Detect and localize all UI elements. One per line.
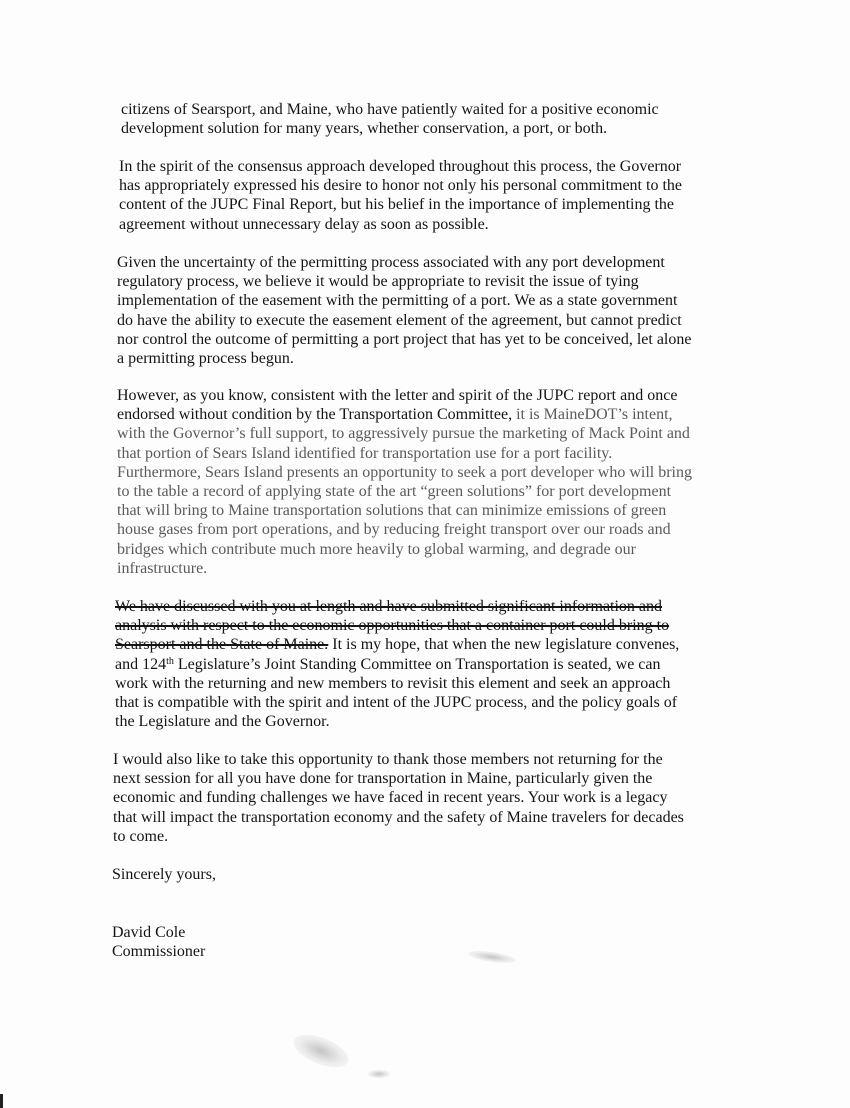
closing: [112, 865, 216, 884]
text-line: development solution for many years, whether conservation, a port, or both.: [121, 120, 608, 138]
text-line: agreement without unnecessary delay as soon as possible.: [119, 215, 489, 233]
paragraph-6: [113, 750, 684, 846]
paragraph-4: [117, 386, 692, 578]
text-line: nor control the outcome of permitting a port project that has yet to be conceived, let alone: [117, 330, 692, 348]
text-line: However, as you know, consistent with the letter and spirit of the JUPC report and once: [117, 387, 678, 404]
faded-text-line: house gases from port operations, and by reducing freight transport over our roads and: [117, 521, 671, 539]
paragraph-5: [115, 597, 679, 731]
text-line: to come.: [113, 827, 169, 845]
signer-title: Commissioner: [112, 943, 206, 961]
text-segment: Legislature’s Joint Standing Committee on Transportation is seated, we can: [173, 655, 661, 673]
faded-text-line: Furthermore, Sears Island presents an opportunity to seek a port developer who will bring: [117, 463, 692, 481]
text-line: implementation of the easement with the permitting of a port. We as a state government: [117, 292, 678, 310]
text-line: work with the returning and new members to revisit this element and seek an approach: [115, 674, 671, 692]
closing-text: Sincerely yours,: [112, 866, 216, 883]
faded-text-line: bridges which contribute much more heavily to global warming, and degrade our: [117, 540, 636, 558]
text-segment: It is my hope, that when the new legislature convenes,: [328, 636, 680, 654]
text-line: that is compatible with the spirit and intent of the JUPC process, and the policy goals of: [115, 694, 678, 712]
text-line: has appropriately expressed his desire to honor not only his personal commitment to the: [119, 177, 682, 195]
faded-text-line: to the table a record of applying state of the art “green solutions” for port development: [117, 483, 672, 501]
text-segment: and 124: [115, 655, 167, 673]
text-line: do have the ability to execute the easement element of the agreement, but cannot predict: [117, 311, 682, 329]
faded-text-line: infrastructure.: [117, 559, 208, 577]
faded-text-line: that will bring to Maine transportation solutions that can minimize emissions of green: [117, 502, 667, 520]
signature-block: [112, 923, 205, 961]
text-line: [115, 635, 679, 654]
text-line: economic and funding challenges we have faced in recent years. Your work is a legacy: [113, 789, 668, 807]
scan-edge-mark: [0, 1094, 3, 1108]
faded-text-line: that portion of Sears Island identified for transportation use for a port facility.: [117, 444, 613, 462]
scan-smudge: [468, 949, 517, 966]
text-line: I would also like to take this opportunity to thank those members not returning for the: [113, 751, 663, 768]
faded-text-line: with the Governor’s full support, to aggressively pursue the marketing of Mack Point and: [117, 425, 690, 443]
superscript: th: [166, 655, 174, 667]
text-line: [115, 655, 679, 674]
paragraph-1: [121, 100, 659, 138]
text-line: In the spirit of the consensus approach developed throughout this process, the Governor: [119, 158, 682, 175]
paragraph-3: [117, 253, 691, 368]
faded-text-segment: it is MaineDOT’s intent,: [512, 406, 673, 424]
struck-text-segment: Searsport and the State of Maine.: [115, 636, 329, 654]
text-line: citizens of Searsport, and Maine, who have patiently waited for a positive economic: [121, 101, 659, 118]
text-line: that will impact the transportation economy and the safety of Maine travelers for decades: [113, 808, 684, 826]
text-line: Given the uncertainty of the permitting process associated with any port development: [117, 254, 665, 271]
text-line: regulatory process, we believe it would be appropriate to revisit the issue of tying: [117, 273, 639, 291]
scan-smudge: [289, 1028, 353, 1074]
text-line: content of the JUPC Final Report, but his belief in the importance of implementing the: [119, 196, 675, 214]
text-line: the Legislature and the Governor.: [115, 713, 330, 731]
text-segment: endorsed without condition by the Transportation Committee,: [117, 406, 513, 424]
struck-text-line: analysis with respect to the economic opportunities that a container port could bring to: [115, 617, 670, 635]
paragraph-2: [119, 157, 682, 234]
text-line: a permitting process begun.: [117, 350, 294, 368]
scan-smudge: [368, 1070, 390, 1078]
text-line: [117, 405, 692, 424]
signer-name: David Cole: [112, 924, 186, 941]
struck-text-line: We have discussed with you at length and have submitted significant information and: [115, 598, 663, 615]
text-line: next session for all you have done for transportation in Maine, particularly given the: [113, 770, 653, 788]
